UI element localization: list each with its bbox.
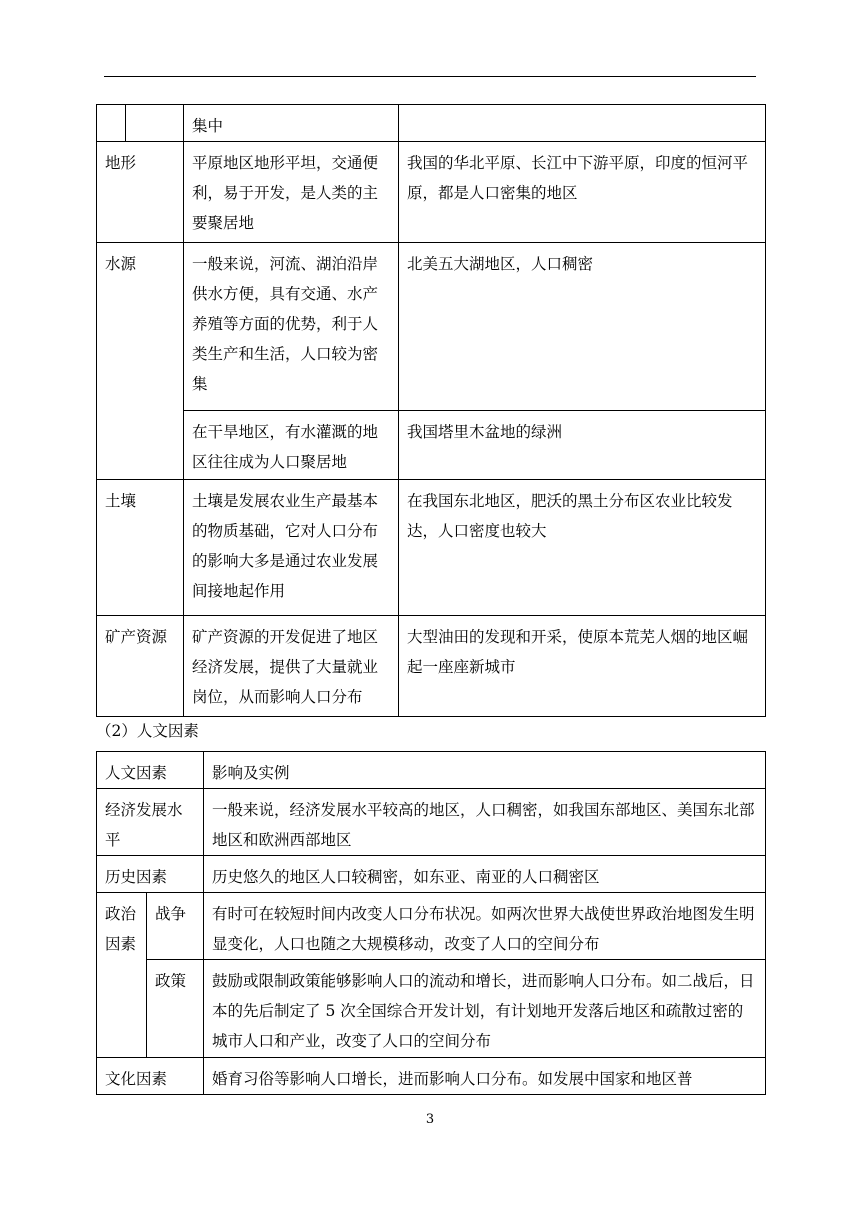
- table-row: [97, 893, 766, 960]
- effect-cell: 历史悠久的地区人口较稠密，如东亚、南亚的人口稠密区: [204, 856, 766, 893]
- section-title: （2）人文因素: [96, 722, 199, 740]
- human-factors-table: [96, 751, 766, 1095]
- factor-cell: 水源: [97, 243, 184, 480]
- effect-cell: 一般来说，经济发展水平较高的地区，人口稠密，如我国东部地区、美国东北部地区和欧洲西部地区: [204, 789, 766, 856]
- table-row: [97, 960, 766, 1058]
- table-row: [97, 411, 766, 480]
- header-cell: 人文因素: [97, 752, 204, 789]
- effect-cell: 婚育习俗等影响人口增长，进而影响人口分布。如发展中国家和地区普: [204, 1058, 766, 1095]
- table-row: [97, 1058, 766, 1095]
- header-cell: 影响及实例: [204, 752, 766, 789]
- example-cell: 在我国东北地区，肥沃的黑土分布区农业比较发达，人口密度也较大: [399, 480, 766, 616]
- table-row: [97, 142, 766, 243]
- table-row: [97, 105, 766, 142]
- table-cell: 集中: [184, 105, 399, 142]
- factor-cell: 矿产资源: [97, 616, 184, 717]
- factor-cell: 历史因素: [97, 856, 204, 893]
- effect-cell: 鼓励或限制政策能够影响人口的流动和增长，进而影响人口分布。如二战后，日本的先后制定了 5 次全国综合开发计划，有计划地开发落后地区和疏散过密的城市人口和产业，改变了人口的空间分布: [204, 960, 766, 1058]
- subfactor-cell: 战争: [147, 893, 204, 960]
- table-row: [97, 752, 766, 789]
- natural-factors-table: [96, 104, 766, 717]
- factor-cell: 政治因素: [97, 893, 147, 1058]
- effect-cell: 一般来说，河流、湖泊沿岸供水方便，具有交通、水产养殖等方面的优势，利于人类生产和生活，人口较为密集: [184, 243, 399, 411]
- example-cell: 我国的华北平原、长江中下游平原，印度的恒河平原，都是人口密集的地区: [399, 142, 766, 243]
- effect-cell: 在干旱地区，有水灌溉的地区往往成为人口聚居地: [184, 411, 399, 480]
- factor-cell: 经济发展水平: [97, 789, 204, 856]
- effect-cell: 平原地区地形平坦，交通便利，易于开发，是人类的主要聚居地: [184, 142, 399, 243]
- factor-cell: 文化因素: [97, 1058, 204, 1095]
- page-number: 3: [425, 1112, 435, 1127]
- header-rule: [104, 76, 756, 77]
- table-row: [97, 243, 766, 411]
- table-row: [97, 480, 766, 616]
- table-row: [97, 856, 766, 893]
- table-cell: [97, 105, 126, 142]
- factor-cell: 地形: [97, 142, 184, 243]
- effect-cell: 有时可在较短时间内改变人口分布状况。如两次世界大战使世界政治地图发生明显变化，人口也随之大规模移动，改变了人口的空间分布: [204, 893, 766, 960]
- effect-cell: 土壤是发展农业生产最基本的物质基础，它对人口分布的影响大多是通过农业发展间接地起作用: [184, 480, 399, 616]
- table-row: [97, 789, 766, 856]
- subfactor-cell: 政策: [147, 960, 204, 1058]
- table-cell: [399, 105, 766, 142]
- factor-cell: 土壤: [97, 480, 184, 616]
- effect-cell: 矿产资源的开发促进了地区经济发展，提供了大量就业岗位，从而影响人口分布: [184, 616, 399, 717]
- example-cell: 大型油田的发现和开采，使原本荒芜人烟的地区崛起一座座新城市: [399, 616, 766, 717]
- example-cell: 我国塔里木盆地的绿洲: [399, 411, 766, 480]
- table-cell: [126, 105, 184, 142]
- table-row: [97, 616, 766, 717]
- example-cell: 北美五大湖地区，人口稠密: [399, 243, 766, 411]
